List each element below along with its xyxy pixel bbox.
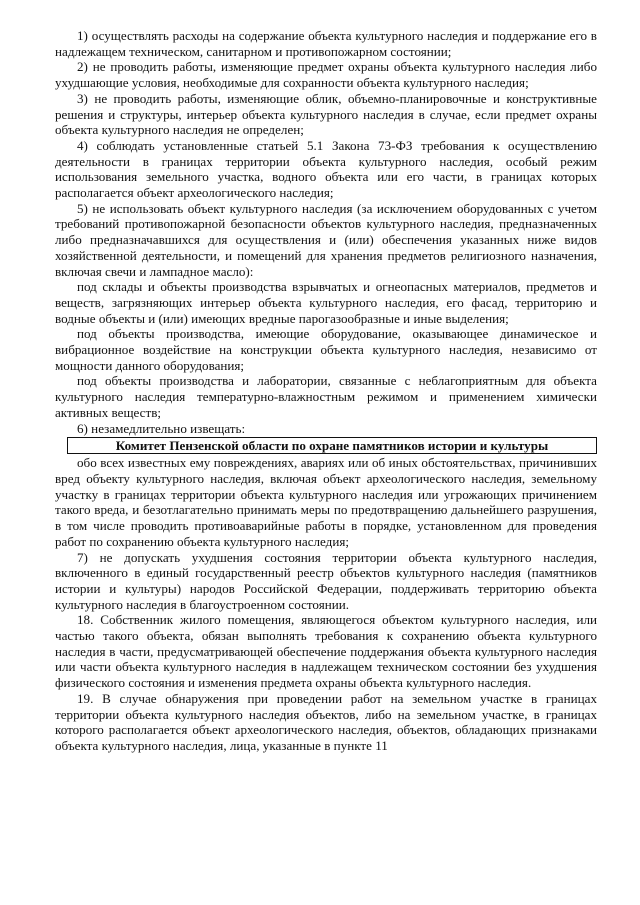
paragraph-notify-details: обо всех известных ему повреждениях, авариях или об иных обстоятельствах, причинивших вред объекту культурного наследия, включая объект археологического наследия, земельному участку в границах территории объекта культурного наследия или угрожающих причинением такого вреда, и безотлагательно принимать меры по предотвращению дальнейшего разрушения, в том числе проводить противоаварийные работы в порядке, установленном для проведения работ по сохранению объекта культурного наследия; [55, 455, 597, 549]
committee-name-box: Комитет Пензенской области по охране памятников истории и культуры [67, 437, 597, 454]
paragraph-item-7: 7) не допускать ухудшения состояния территории объекта культурного наследия, включенного в единый государственный реестр объектов культурного наследия (памятников истории и культуры) народов Российской Федерации, поддерживать территорию объекта культурного наследия в благоустроенном состоянии. [55, 549, 597, 612]
paragraph-item-3: 3) не проводить работы, изменяющие облик, объемно-планировочные и конструктивные решения и структуры, интерьер объекта культурного наследия в случае, если предмет охраны объекта культурного наследия не определен; [55, 90, 597, 138]
paragraph-clause-19: 19. В случае обнаружения при проведении работ на земельном участке в границах территории объекта культурного наследия объектов, либо на земельном участке, в границах которого располагается объект археологического наследия, объектов, обладающих признаками объекта культурного наследия, лица, указанные в пункте 11 [55, 690, 597, 753]
paragraph-item-5: 5) не использовать объект культурного наследия (за исключением оборудованных с учетом требований противопожарной безопасности объектов культурного наследия, предназначенных либо предназначавшихся для осуществления и (или) обеспечения указанных ниже видов хозяйственной деятельности, и помещений для хранения предметов религиозного назначения, включая свечи и лампадное масло): [55, 200, 597, 279]
paragraph-vibration: под объекты производства, имеющие оборудование, оказывающее динамическое и вибрационное воздействие на конструкции объекта культурного наследия, независимо от мощности данного оборудования; [55, 326, 597, 373]
paragraph-clause-18: 18. Собственник жилого помещения, являющегося объектом культурного наследия, или частью такого объекта, обязан выполнять требования к сохранению объекта культурного наследия в части, предусматривающей обеспечение поддержания объекта культурного наследия или части объекта культурного наследия в надлежащем техническом состоянии без ухудшения физического состояния и изменения предмета охраны объекта культурного наследия. [55, 612, 597, 691]
document-page [55, 28, 597, 754]
paragraph-item-4: 4) соблюдать установленные статьей 5.1 Закона 73-ФЗ требования к осуществлению деятельности в границах территории объекта культурного наследия, особый режим использования земельного участка, водного объекта или его части, в границах которых располагается объект археологического наследия; [55, 137, 597, 201]
paragraph-item-2: 2) не проводить работы, изменяющие предмет охраны объекта культурного наследия либо ухудшающие условия, необходимые для сохранности объекта культурного наследия; [55, 59, 597, 91]
paragraph-warehouses: под склады и объекты производства взрывчатых и огнеопасных материалов, предметов и веществ, загрязняющих интерьер объекта культурного наследия, его фасад, территорию и водные объекты и (или) имеющих вредные парогазообразные и иные выделения; [55, 279, 597, 326]
paragraph-laboratories: под объекты производства и лаборатории, связанные с неблагоприятным для объекта культурного наследия температурно-влажностным режимом и применением химически активных веществ; [55, 373, 597, 420]
paragraph-item-1: 1) осуществлять расходы на содержание объекта культурного наследия и поддержание его в надлежащем техническом, санитарном и противопожарном состоянии; [55, 28, 597, 59]
paragraph-item-6: 6) незамедлительно извещать: [77, 420, 246, 436]
